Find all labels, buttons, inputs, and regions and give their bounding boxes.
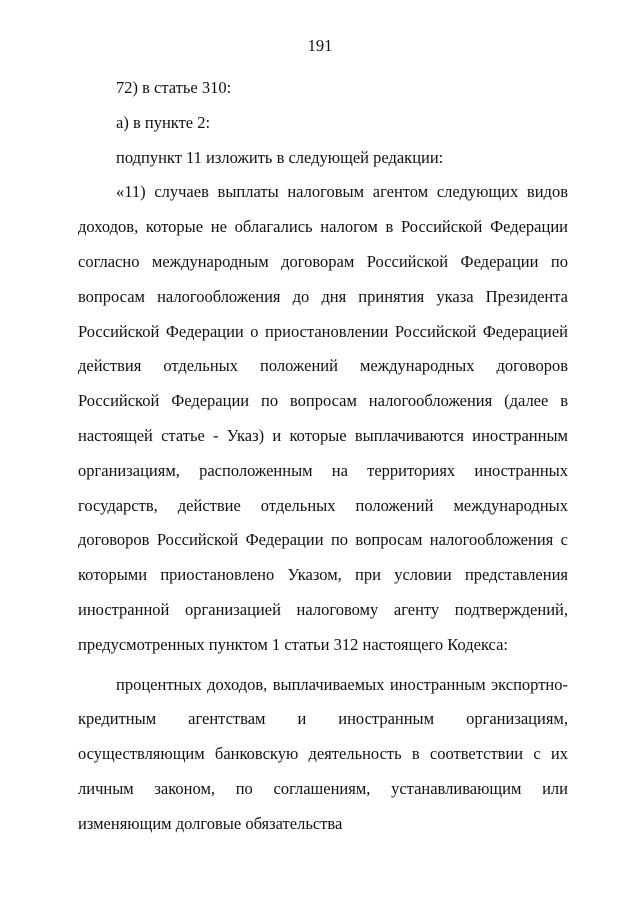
paragraph-article-header: 72) в статье 310:	[116, 78, 232, 97]
page-number: 191	[307, 36, 333, 55]
document-body	[78, 71, 568, 842]
paragraph-subpoint-intro: подпункт 11 изложить в следующей редакции:	[116, 147, 444, 167]
paragraph-point-header: а) в пункте 2:	[116, 112, 211, 132]
paragraph-interest-income: процентных доходов, выплачиваемых иностранным экспортно-кредитным агентствам и иностранным организациям, осуществляющим банковскую деятельность в соответствии с их личным законом, по соглашениям, устанавливающим или изменяющим долговые обязательства	[78, 674, 568, 833]
paragraph-subpoint-11: «11) случаев выплаты налоговым агентом следующих видов доходов, которые не облагались налогом в Российской Федерации согласно международным договорам Российской Федерации по вопросам налогообложения до дня принятия указа Президента Российской Федерации о приостановлении Российской Федерацией действия отдельных положений международных договоров Российской Федерации по вопросам налогообложения (далее в настоящей статье - Указ) и которые выплачиваются иностранным организациям, расположенным на территориях иностранных государств, действие отдельных положений международных договоров Российской Федерации по вопросам налогообложения с которыми приостановлено Указом, при условии представления иностранной организацией налоговому агенту подтверждений, предусмотренных пунктом 1 статьи 312 настоящего Кодекса:	[78, 182, 568, 654]
